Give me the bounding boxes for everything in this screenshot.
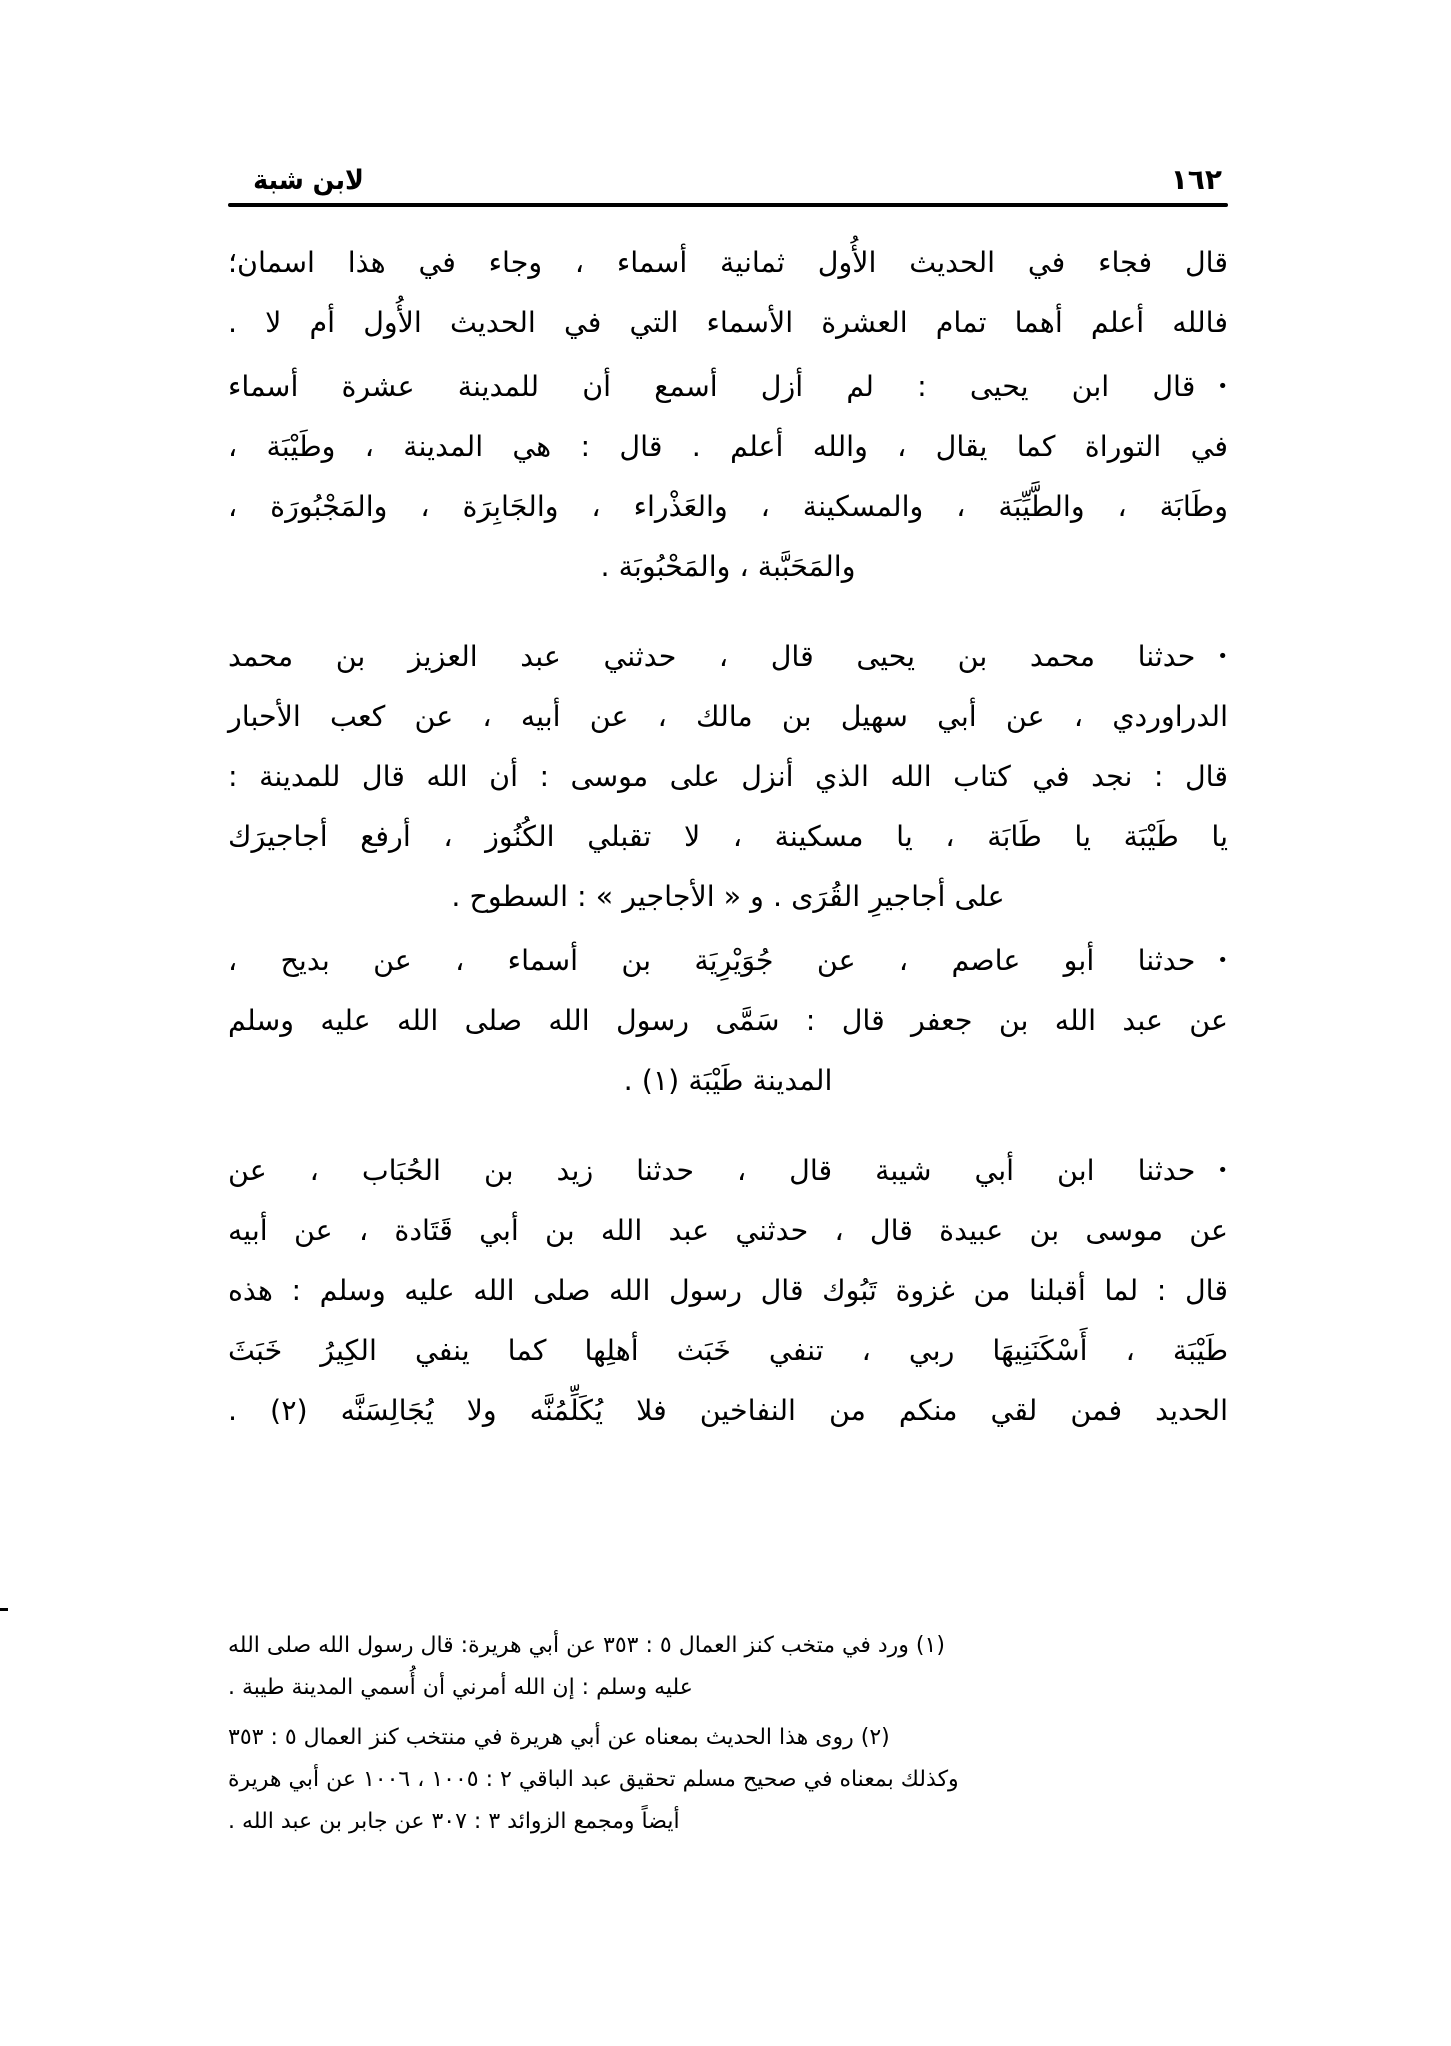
footnote-line: عليه وسلم : إن الله أمرني أن أُسمي المدينة طيبة . bbox=[228, 1675, 693, 1700]
text-line-bulleted: • قال ابن يحيى : لم أزل أسمع أن للمدينة عشرة أسماء bbox=[228, 357, 1228, 417]
paragraph-2 bbox=[228, 357, 1228, 597]
header-rule bbox=[228, 203, 1228, 207]
paragraph-spacer bbox=[228, 1115, 1228, 1141]
text-line-bulleted: • حدثنا أبو عاصم ، عن جُوَيْرِيَة بن أسماء ، عن بديح ، bbox=[228, 931, 1228, 991]
text-line-with-footnote-ref: المدينة طَيْبَة (١) . bbox=[623, 1064, 833, 1098]
footnote-line: (٢) روى هذا الحديث بمعناه عن أبي هريرة في منتخب كنز العمال ٥ : ٣٥٣ bbox=[228, 1725, 890, 1750]
text-line: عن عبد الله بن جعفر قال : سَمَّى رسول الله صلى الله عليه وسلم bbox=[228, 1004, 1228, 1038]
running-head bbox=[228, 150, 1228, 194]
footnote-line: وكذلك بمعناه في صحيح مسلم تحقيق عبد الباقي ٢ : ١٠٠٥ ، ١٠٠٦ عن أبي هريرة bbox=[228, 1767, 959, 1792]
footnote-line: (١) ورد في متخب كنز العمال ٥ : ٣٥٣ عن أبي هريرة: قال رسول الله صلى الله bbox=[228, 1633, 945, 1658]
book-title-header: لابن شبة bbox=[253, 165, 364, 196]
text-line: يا طَيْبَة يا طَابَة ، يا مسكينة ، لا تقبلي الكُنُوز ، أرفع أجاجيرَك bbox=[228, 820, 1228, 854]
body-text bbox=[228, 233, 1228, 1441]
footnote-separator-rule bbox=[0, 1608, 8, 1611]
text-line: فالله أعلم أهما تمام العشرة الأسماء التي في الحديث الأُول أم لا . bbox=[228, 306, 1228, 339]
text-line-with-footnote-ref: الحديد فمن لقي منكم من النفاخين فلا يُكَلِّمُنَّه ولا يُجَالِسَنَّه (٢) . bbox=[228, 1394, 1228, 1428]
text-line-bulleted: • حدثنا ابن أبي شيبة قال ، حدثنا زيد بن الحُبَاب ، عن bbox=[228, 1141, 1228, 1201]
text-line: عن موسى بن عبيدة قال ، حدثني عبد الله بن أبي قَتَادة ، عن أبيه bbox=[228, 1214, 1228, 1248]
text-line: قال : نجد في كتاب الله الذي أنزل على موسى : أن الله قال للمدينة : bbox=[228, 760, 1228, 794]
text-line: طَيْبَة ، أَسْكَنَنِيهَا ربي ، تنفي خَبَث أهلِها كما ينفي الكِيرُ خَبَثَ bbox=[228, 1334, 1228, 1368]
text-line: وطَابَة ، والطَّيِّبَة ، والمسكينة ، والعَذْراء ، والجَابِرَة ، والمَجْبُورَة ، bbox=[228, 490, 1228, 524]
text-line: قال فجاء في الحديث الأُول ثمانية أسماء ، وجاء في هذا اسمان؛ bbox=[228, 246, 1228, 279]
footnote-1 bbox=[228, 1625, 1228, 1709]
footnotes-block bbox=[228, 1608, 1228, 1851]
text-column bbox=[228, 150, 1228, 1445]
paragraph-3 bbox=[228, 627, 1228, 927]
text-line: الدراوردي ، عن أبي سهيل بن مالك ، عن أبيه ، عن كعب الأحبار bbox=[228, 700, 1228, 734]
text-line-bulleted: • حدثنا محمد بن يحيى قال ، حدثني عبد العزيز بن محمد bbox=[228, 627, 1228, 687]
text-line: قال : لما أقبلنا من غزوة تَبُوك قال رسول الله صلى الله عليه وسلم : هذه bbox=[228, 1274, 1228, 1308]
paragraph-4 bbox=[228, 931, 1228, 1111]
text-line: على أجاجيرِ القُرَى . و « الأجاجير » : السطوح . bbox=[451, 880, 1005, 914]
footnote-line: أيضاً ومجمع الزوائد ٣ : ٣٠٧ عن جابر بن عبد الله . bbox=[228, 1809, 680, 1834]
text-line: في التوراة كما يقال ، والله أعلم . قال : هي المدينة ، وطَيْبَة ، bbox=[228, 430, 1228, 464]
page-number: ١٦٢ bbox=[1170, 163, 1222, 196]
footnote-2 bbox=[228, 1717, 1228, 1843]
text-line: والمَحَبَّبة ، والمَحْبُوبَة . bbox=[600, 550, 856, 584]
paragraph-1 bbox=[228, 233, 1228, 353]
paragraph-spacer bbox=[228, 601, 1228, 627]
paragraph-5 bbox=[228, 1141, 1228, 1441]
